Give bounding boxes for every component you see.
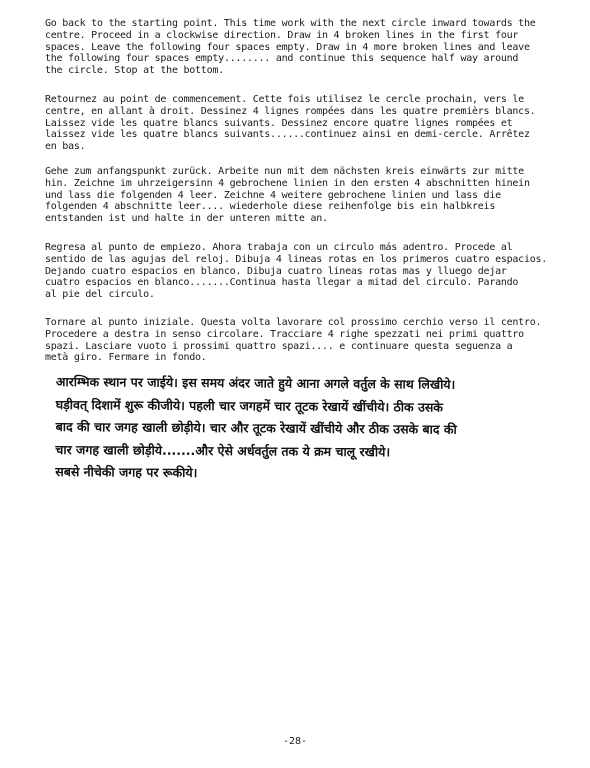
instructions-spanish: Regresa al punto de empiezo. Ahora trabaja con un circulo más adentro. Procede al sentido de las agujas del reloj. Dibuja 4 lineas rotas en los primeros cuatro espacios. Dejando cuatro espacios en blanco. Dibuja cuatro lineas rotas mas y lluego dejar cuatro espacios en blanco.......Continua hasta llegar a mitad del circulo. Parando al pie del circulo. [45,242,548,301]
instructions-italian: Tornare al punto iniziale. Questa volta lavorare col prossimo cerchio verso il centro. Procedere a destra in senso circolare. Tracciare 4 righe spezzati nei primi quattro spazi. Lasciare vuoto i prossimi quattro spazi.... e continuare questa seguenza a metà giro. Fermare in fondo. [45,317,542,364]
instructions-german: Gehe zum anfangspunkt zurück. Arbeite nun mit dem nächsten kreis einwärts zur mitte hin. Zeichne im uhrzeigersinn 4 gebrochene linien in den ersten 4 abschnitten hinein und lass die folgenden 4 leer. Zeichne 4 weitere gebrochene linien und lass die folgenden 4 abschnitte leer.... wiederhole diese reihenfolge bis ein halbkreis entstanden ist und halte in der unteren mitte an. [45,166,530,225]
instructions-hindi-handwritten: आरम्भिक स्थान पर जाईये। इस समय अंदर जाते हुये आना अगले वर्तुल के साथ लिखीये। घड़ीवत् दिशामें शुरू कीजीये। पहली चार जगहमें चार तूटक रेखायें खींचीये। ठीक उसके बाद की चार जगह खाली छोड़ीये। चार और तूटक रेखायें खींचीये और ठीक उसके बाद की चार जगह खाली छोड़ीये.......और ऐसे अर्धवर्तुल तक ये क्रम चालू रखीये। सबसे नीचेकी जगह पर रूकीये। [55,373,457,480]
instructions-french: Retournez au point de commencement. Cette fois utilisez le cercle prochain, vers le centre, en allant à droit. Dessinez 4 lignes rompées dans les quatre premièrs blancs. Laissez vide les quatre blancs suivants. Dessinez encore quatre lignes rompées et laissez vide les quatre blancs suivants......continuez ainsi en demi-cercle. Arrêtez en bas. [45,94,536,153]
page-number: -28- [282,736,308,747]
instructions-english: Go back to the starting point. This time work with the next circle inward towards the centre. Proceed in a clockwise direction. Draw in 4 broken lines in the first four spaces. Leave the following four spaces empty. Draw in 4 more broken lines and leave the following four spaces empty........ and continue this sequence half way around the circle. Stop at the bottom. [45,18,536,77]
